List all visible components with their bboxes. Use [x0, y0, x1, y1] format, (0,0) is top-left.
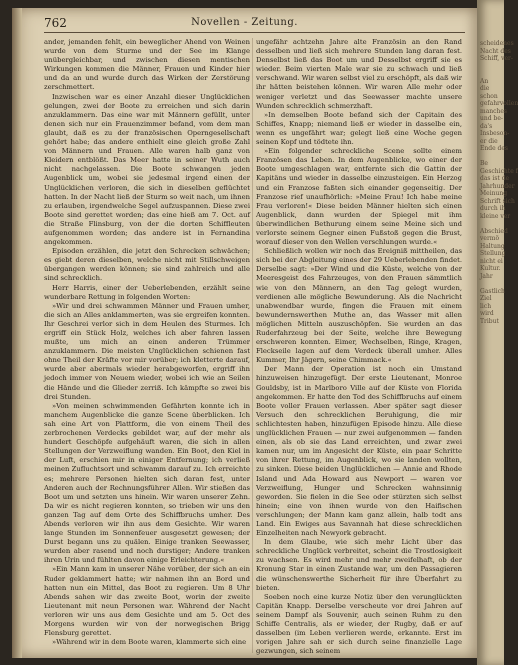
- facing-page-line: Insbeson-: [480, 130, 510, 137]
- facing-page-line: Geschichte f: [480, 167, 518, 175]
- facing-page-line: Schiff, ver-: [480, 55, 513, 62]
- facing-page-line: [480, 220, 504, 228]
- book-page: [12, 8, 477, 658]
- facing-page-line: Tribut: [480, 317, 499, 325]
- facing-page-text: [477, 0, 518, 325]
- facing-page-edge: [477, 0, 518, 665]
- right-column: [256, 38, 462, 656]
- paragraph: »Während wir in dem Boote waren, klammerte sich eine: [52, 638, 247, 647]
- facing-page-line: Schrift sich: [480, 197, 515, 205]
- paragraph: »Von meinen schwimmenden Gefährten konnte ich in manchem Augenblicke die ganze Scene überblicken. Ich sah eine Art von Plattform, die von einem Theil des zerbrochenen Verdecks gebildet war, auf der mehr als hundert Geschöpfe aufgehäuft waren, die sich in allen Stellungen der Verzweiflung wanden. Ein Boot, den Kiel in der Luft, erschien mir in einiger Entfernung; ich verließ meinen Zufluchtsort und schwamm darauf zu. Ich erreichte es; mehrere Personen hielten sich daran fest, unter Anderen auch der Rechnungsführer Allen. Wir stießen das Boot um und setzten uns hinein. Wir waren unserer Zehn. Da wir es nicht regieren konnten, so trieben wir uns den ganzen Tag auf dem Orte des Schiffbruchs umher. Des Abends verloren wir ihn aus dem Gesichte. Wir waren lange Stunden im Sonnenfeuer ausgesetzt gewesen; der Durst begann uns zu quälen. Einige tranken Seewasser, wurden aber rasend und noch durstiger; Andere tranken ihren Urin und fühlten davon einige Erleichterung.«: [44, 401, 250, 565]
- paragraph: Inzwischen war es einer Anzahl dieser Unglücklichen gelungen, zwei der Boote zu erreichen und sich darin anzuklammern. Das eine war mit Männern gefüllt, unter denen sich nur ein Frauenzimmer befand, vom dem man glaubt, daß es zu der französischen Operngesellschaft gehört habe; das andere enthielt eine gleich große Zahl von Männern und Frauen. Alle waren halb ganz von Kleidern entblößt. Das Meer hatte in seiner Wuth auch nicht nachgelassen. Die Boote schwangen jeden Augenblick um, wobei sie jedesmal irgend einen der Unglücklichen verloren, die sich in dieselben geflüchtet hatten. In der Nacht ließ der Sturm so weit nach, um ihnen zu erlauben, irgendwelche Segel aufzuspannen. Diese zwei Boote sind gerettet worden; das eine hieß am 7. Oct. auf die Straße Flinsburg, von der die dorten Schiffleuten aufgenommen worden; das andere ist in Fernandina angekommen.: [44, 92, 250, 247]
- facing-page-line: Jahrhunder: [480, 182, 515, 190]
- facing-page-line: Nacht des: [480, 47, 511, 55]
- facing-page-line: Meinung: [480, 190, 508, 197]
- facing-page-line: und be-: [480, 115, 503, 122]
- paragraph: »Ein folgender schreckliche Scene sollte einem Französen das Leben. In dem Augenblicke, wo einer der Boote umgeschlagen war, entfernte sich die Gattin der Kapitäns und wieder in dasselbe einzusteigen. Ein Herzog und ein Franzose faßten sich einander gegenseitig. Der Franzose rief unaufhörlich: »Meine Frau! Ich habe meine Frau verloren!« Diese beiden Männer hielten sich einen Augenblick, dann wurden der Spiegel mit ihm überwindlichen Bethurung einem seine Meine sich und verlorste seinem Gegner einen Fußstoß gegen die Brust, worauf dieser von den Wellen verschlungen wurde.«: [256, 147, 462, 247]
- column-divider: [252, 38, 253, 653]
- facing-page-line: [480, 280, 504, 288]
- page-number: 762: [44, 16, 67, 30]
- header-rule: [44, 32, 465, 33]
- facing-page-line: lich: [480, 302, 492, 310]
- facing-page-line: vermö: [480, 235, 500, 242]
- paragraph: Der Mann der Operation ist noch ein Umstand hinzuweisen hinzugefügt. Der erste Lieutenant, Monroe Gouldsby, ist in Marlboro Ville auf der Küste von Florida angekommen. Er hatte den Tod des Schiffbruchs auf einem Boote voller Frauen verlassen. Aber später sagt dieser Versuch den schrecklichen Beruhigung, die mir schlichtesten haben, hinzufügen Episode hinzu. Alle diese unglücklichen Frauen — nur zwei aufgenommen — fanden einen, als ob sie das Land erreichten, und zwar zwei kamen nur, um im Angesicht der Küste, ein paar Schritte von ihrer Rettung, im Augenblick, wo sie landen wollten, zu sinken. Diese beiden Unglücklichen — Annie and Rhode Island und Ada Howard aus Newport — waren vor Verzweiflung, Hunger und Schrecken wahnsinnig geworden. Sie fielen in die See oder stürzten sich selbst hinein; eine von ihnen wurde von den Haifischen verschlungen; der Mann kam ganz allein, halb todt ans Land. Ein Ewiges aus Savannah hat diese schrecklichen Einzelheiten nach Newyork gebracht.: [256, 365, 462, 538]
- facing-page-line: durch ih: [480, 205, 506, 212]
- facing-page-line: [480, 63, 504, 71]
- facing-page-line: Kultur.: [480, 265, 501, 272]
- facing-page-line: gefahrvollen: [480, 100, 518, 107]
- facing-page-line: scheidenes: [480, 40, 514, 47]
- facing-page-line: nicht ei: [480, 257, 503, 265]
- running-title: Novellen - Zeitung.: [191, 17, 298, 28]
- facing-page-line: Ende des: [480, 145, 509, 152]
- facing-page-line: Jahr: [480, 272, 493, 280]
- book-spine-shadow: [12, 8, 22, 658]
- paragraph: Schließlich wollen wir noch das Ereigniß mittheilen, das sich bei der Abgleitung eines der 29 Ueberlebenden findet. Derselbe sagt: »Der Wind und die Küste, welche von der Meeresgeist des Fahrzeuges, von den Frauen sämmtlich wie von den Männern, an den Tag gelegt wurden, verdienen alle mögliche Bewunderung. Als die Nachricht unabwendbar wurde, fingen die Frauen mit einem bewundernswerthen Muthe an, das Wasser mit allen möglichen Mitteln auszuschöpfen. Sie wurden an das Ruderfahrzeug bei der Seite, welche ihre Bewegung erschweren konnten. Eimer, Wechselben, Ringe, Kragen, Fleckseile lagen auf dem Verdeck überall umher. Alles Kummer, Ihr Jägern, seine Chimmack.«: [256, 247, 462, 365]
- paragraph: »In demselben Boote befand sich der Capitain des Schiffes, Knapp; niemand ließ er wieder in dasselbe ein, wenn es ungefährt war; gelegt ließ eine Woche gegen seinen Kopf und tödtete ihn.: [256, 110, 462, 147]
- facing-page-line: [480, 70, 504, 78]
- facing-page-line: Ziel: [480, 295, 492, 302]
- facing-page-line: die: [480, 85, 490, 92]
- facing-page-line: Haltung: [480, 242, 505, 250]
- facing-page-line: Abschied: [480, 227, 508, 235]
- facing-page-line: An: [480, 77, 489, 85]
- facing-page-line: [480, 153, 504, 161]
- facing-page-line: kleine ver: [480, 212, 511, 220]
- paragraph: ungefähr achtzehn Jahre alte Französin an den Rand desselben und ließ sich mehrere Stunden lang daran fest. Denselbst ließ das Boot um und Desselbst ergriff sie es wieder. Beim vierten Male war sie zu schwach und ließ verschwand. Wir waren selbst viel zu erschöpft, als daß wir ihr hätten beistehen können. Wir waren Alle mehr oder weniger verletzt und das Seewasser machte unsere Wunden schrecklich schmerzhaft.: [256, 38, 462, 110]
- facing-page-line: da's: [480, 122, 493, 130]
- facing-page-line: wird: [480, 310, 494, 317]
- paragraph: In dem Glaube, wie sich mehr Licht über das schreckliche Unglück verbreitet, scheint die Trostlosigkeit zu wachsen. Es wird mehr und mehr zweifelhaft, ob der Kronung Star in einen Zustande war, um den Passagieren die wünschenswerthe Sicherheit für ihre Überfahrt zu bieten.: [256, 538, 462, 592]
- paragraph: Episoden erzählen, die jetzt den Schrecken schwächen; es giebt deren dieselben, welche nicht mit Stillschweigen übergangen werden können; sie sind zahlreich und alle sind schrecklich.: [44, 247, 250, 283]
- facing-page-line: Stellung: [480, 250, 506, 257]
- left-column: [44, 38, 250, 647]
- paragraph: Herr Harris, einer der Ueberlebenden, erzählt seine wunderbare Rettung in folgenden Worten:: [44, 283, 250, 301]
- paragraph: »Wir und drei schwammen Männer und Frauen umher, die sich an Alles anklammerten, was sie ergreifen konnten. Ihr Geschrei verlor sich in dem Heulen des Sturmes. Ich ergriff ein Stück Holz, welches ich aber fahren lassen mußte, um mich an einen anderen Trümmer anzuklammern. Die meisten Unglücklichen schienen fast ohne Theil der Kräfte vor mir vorüber; ich kletterte darauf, wurde aber abermals wieder herabgeworfen, ergriff ihn jedoch immer von Neuem wieder, wobei ich wie an Seilen die Hände und die Glieder zerriß. Ich kämpfte so zwei bis drei Stunden.: [44, 301, 250, 401]
- paragraph: ander, jemanden fehlt, ein beweglicher Ahend von Weinen wurde von dem Sturme und der See im Klange unübergleichbar, und zwischen diesen mentischen Wirkungen kommen die Männer, Frauen und Kinder hier und da an und wurde durch das Wirken der Zerstörung zerschmettert.: [44, 38, 250, 92]
- facing-page-line: schon: [480, 92, 498, 100]
- facing-page-line: manches: [480, 107, 507, 115]
- paragraph: Soeben noch eine kurze Notiz über den verunglückten Capitän Knapp. Derselbe verscheute vor drei Jahren auf seinem Dampf als Souvenir, auch seinen Ruhm zu den Schiffe Centralis, als er wieder, der Rugby, daß er auf dasselben (im Leben verlieren werde, erkannte. Erst im vorigen Jahre sah er sich durch seine finanzielle Lage gezwungen, sich seinem: [256, 592, 462, 656]
- paragraph: »Ein Mann kam in unserer Nähe vorüber, der sich an ein Ruder geklammert hatte; wir nahmen ihn an Bord und hatten nun ein Mittel, das Boot zu regieren. Um 8 Uhr Abends sahen wir das zweite Boot, worin der zweite Lieutenant mit neun Personen war. Während der Nacht verloren wir uns aus dem Gesichte und am 5. Oct des Morgens wurden wir von der norwegischen Brigg Flensburg gerettet.: [44, 565, 250, 638]
- facing-page-line: Gastlich: [480, 287, 505, 295]
- facing-page-line: Be: [480, 160, 488, 167]
- facing-page-line: er die: [480, 137, 498, 145]
- facing-page-line: das ist de: [480, 175, 510, 182]
